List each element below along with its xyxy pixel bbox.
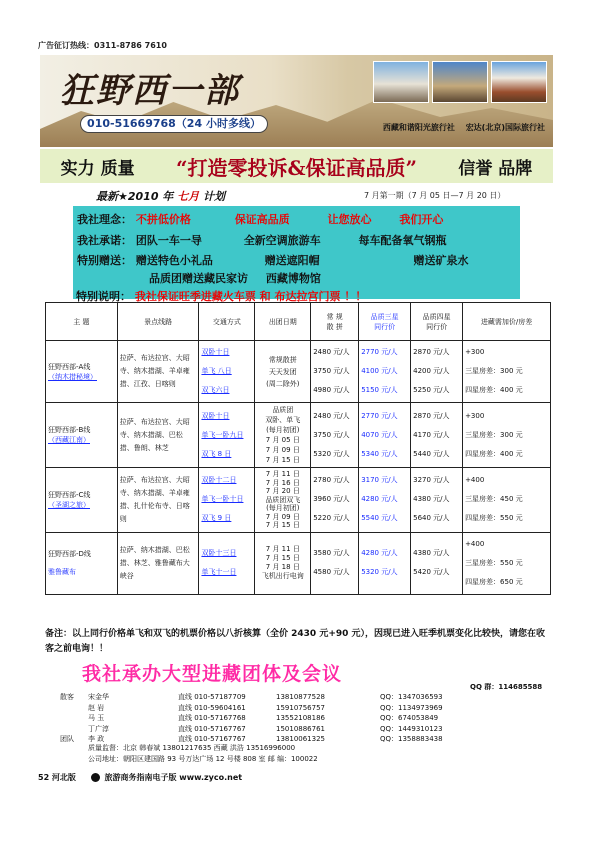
price: 5440 元/人 — [413, 449, 450, 458]
promo-gifts — [77, 252, 469, 268]
agency-name: 宏达(北京)国际旅行社 — [465, 123, 545, 132]
date-cell: 常规散拼 天天发团 (周二除外) — [255, 341, 311, 403]
col-date: 出团日期 — [255, 303, 311, 341]
room-diff: 三星房差：300 元 — [465, 430, 523, 439]
price: 3960 元/人 — [313, 495, 350, 504]
std-price-cell — [311, 468, 359, 533]
price: 3750 元/人 — [313, 430, 350, 439]
ad-hotline: 广告征订热线：0311-8786 7610 — [38, 41, 167, 50]
three-star-price-cell — [359, 532, 411, 594]
price: 4170 元/人 — [413, 430, 450, 439]
col-theme: 主 题 — [46, 303, 118, 341]
promo-item: 每车配备氧气钢瓶 — [358, 234, 447, 247]
room-cell — [463, 341, 551, 403]
quality-supervision: 质量监督：北京 韩春斌 13801217635 西藏 洪浩 13516996000 — [88, 744, 296, 752]
table-header-row — [46, 303, 551, 341]
contact-name: 赵 岩 — [88, 703, 105, 712]
room-cell — [463, 403, 551, 468]
price: 5320 元/人 — [361, 568, 398, 576]
contact-qq: QQ：1449310123 — [380, 724, 443, 733]
schedule-link[interactable]: 双卧十三日 — [201, 549, 237, 557]
agency-names — [383, 122, 545, 133]
room-diff: 四星房差：400 元 — [465, 449, 523, 458]
price: 5220 元/人 — [313, 514, 350, 523]
promo-label: 我社理念： — [77, 213, 132, 226]
remark-note: 备注：以上同行价格单飞和双飞的机票价格以八折核算（全价 2430 元+90 元），因现已进入旺季机票变化比较快，请您在收客之前电询！！ — [45, 629, 546, 654]
contact-qq: QQ：1347036593 — [380, 693, 443, 701]
tibet-photo — [373, 61, 429, 103]
date-cell: 7 月 11 日 7 月 15 日 7 月 18 日 飞机出行电询 — [255, 532, 311, 594]
slogan-left: 实力 质量 — [60, 158, 135, 179]
promo-item: 我们开心 — [399, 213, 444, 226]
potala-photo — [491, 61, 547, 103]
price: 4100 元/人 — [361, 367, 398, 375]
agency-name: 西藏和谐阳光旅行社 — [382, 123, 455, 132]
price: 4280 元/人 — [361, 495, 398, 504]
globe-icon — [91, 773, 100, 782]
price: 2780 元/人 — [313, 476, 350, 485]
surcharge: +300 — [465, 411, 485, 420]
contact-line: 直线 010-57187709 — [178, 693, 246, 701]
contact-line: 直线 010-59604161 — [178, 703, 246, 712]
schedule-cell — [199, 341, 255, 403]
slogan-right: 信誉 品牌 — [458, 158, 533, 179]
schedule-link[interactable]: 单飞十一日 — [201, 568, 237, 576]
promo-item: 赠送遮阳帽 — [264, 254, 320, 267]
route-sub[interactable]: 雅鲁藏布 — [48, 568, 76, 576]
price: 5420 元/人 — [413, 568, 450, 576]
route-name: 狂野西部-A线 — [48, 362, 91, 371]
four-star-price-cell — [411, 532, 463, 594]
contact-line: 直线 010-57167767 — [178, 724, 246, 733]
schedule-link[interactable]: 双飞六日 — [201, 386, 230, 394]
plan-period: 7 月第一期（7 月 05 日—7 月 20 日） — [364, 191, 506, 200]
price: 2870 元/人 — [413, 348, 450, 356]
price: 2770 元/人 — [361, 411, 398, 420]
promo-extra — [149, 270, 321, 286]
schedule-link[interactable]: 单飞 八日 — [201, 367, 232, 375]
group-service-title: 我社承办大型进藏团体及会议 — [82, 663, 343, 685]
schedule-cell — [199, 532, 255, 594]
room-diff: 三星房差：300 元 — [465, 367, 523, 375]
schedule-link[interactable]: 双卧十二日 — [201, 476, 237, 485]
price: 4280 元/人 — [361, 549, 398, 557]
plan-prefix: 最新★2010 年 — [96, 190, 174, 203]
table-row — [46, 403, 551, 468]
price: 5150 元/人 — [361, 386, 398, 394]
header-banner — [40, 55, 553, 147]
spots-cell: 拉萨、布达拉宫、大昭寺、纳木措湖、羊卓雍措、扎什伦布寺、日喀则 — [117, 468, 199, 533]
route-sub[interactable]: （西藏江南） — [48, 436, 90, 444]
contact-row — [60, 713, 470, 724]
price: 5320 元/人 — [313, 449, 350, 458]
contact-name: 马 玉 — [88, 714, 105, 722]
promo-item: 品质团赠送藏民家访 — [149, 272, 248, 285]
three-star-price-cell — [359, 403, 411, 468]
contact-row — [60, 703, 470, 714]
schedule-link[interactable]: 双飞 9 日 — [201, 514, 232, 523]
contact-mobile: 13552108186 — [276, 714, 325, 722]
promo-item: 保证高品质 — [234, 213, 290, 226]
price: 3170 元/人 — [361, 476, 398, 485]
contact-name: 宋金华 — [88, 693, 109, 701]
route-name: 狂野西部-B线 — [48, 426, 91, 434]
std-price-cell — [311, 403, 359, 468]
std-price-cell — [311, 532, 359, 594]
company-address: 公司地址：朝阳区建国路 93 号万达广场 12 号楼 808 室 邮 编：100022 — [88, 755, 318, 763]
price: 3750 元/人 — [313, 367, 350, 375]
promo-item: 不拼低价格 — [135, 213, 191, 226]
price: 3270 元/人 — [413, 476, 450, 485]
promo-item: 赠送特色小礼品 — [135, 254, 213, 267]
price: 4380 元/人 — [413, 549, 450, 557]
col-standard: 常 规 散 拼 — [311, 303, 359, 341]
route-sub[interactable]: （纳木措秘境） — [48, 372, 97, 381]
schedule-cell — [199, 403, 255, 468]
col-four-star: 品质四星 同行价 — [411, 303, 463, 341]
table-row — [46, 468, 551, 533]
table-row — [46, 532, 551, 594]
route-cell — [46, 403, 118, 468]
brand-logo: 狂野西一部 — [60, 71, 240, 111]
price: 5340 元/人 — [361, 449, 398, 458]
promo-item: 西藏博物馆 — [265, 272, 321, 285]
contact-group-label: 散客 — [60, 693, 74, 701]
contact-mobile: 15010886761 — [276, 724, 325, 733]
site-link[interactable]: 旅游商务指南电子版 www.zyco.net — [104, 773, 243, 782]
promo-label: 我社承诺： — [77, 234, 132, 247]
price: 4070 元/人 — [361, 430, 398, 439]
contact-mobile: 13810877528 — [276, 693, 325, 701]
price: 5540 元/人 — [361, 514, 398, 523]
qq-group: QQ 群：114685588 — [470, 683, 543, 691]
tour-price-table — [45, 302, 551, 595]
schedule-link[interactable]: 双飞 8 日 — [201, 449, 232, 458]
room-cell — [463, 532, 551, 594]
spots-cell: 拉萨、布达拉宫、大昭寺、纳木措湖、巴松措、鲁朗、林芝 — [117, 403, 199, 468]
contact-qq: QQ：674053849 — [380, 714, 439, 722]
contact-qq: QQ：1134973969 — [380, 703, 443, 712]
contact-mobile: 13810061325 — [276, 735, 325, 743]
schedule-cell — [199, 468, 255, 533]
col-three-star: 品质三星 同行价 — [359, 303, 411, 341]
page-number: 52 河北版 — [38, 773, 76, 782]
plan-suffix: 计划 — [203, 190, 225, 203]
three-star-price-cell — [359, 468, 411, 533]
special-text: 我社保证旺季进藏火车票 和 布达拉宫门票 ！！ — [134, 290, 367, 303]
room-cell — [463, 468, 551, 533]
promo-item: 团队一车一导 — [135, 234, 202, 247]
room-diff: 四星房差：400 元 — [465, 386, 523, 394]
slogan-main: “打造零投诉&保证高品质” — [175, 155, 418, 180]
surcharge: +300 — [465, 348, 485, 356]
slogan-bar — [40, 149, 553, 183]
promo-item: 让您放心 — [327, 213, 372, 226]
date-cell: 品质团 双卧、单飞 (每月初团) 7 月 05 日 7 月 09 日 7 月 15 日 — [255, 403, 311, 468]
room-diff: 三星房差：450 元 — [465, 495, 523, 504]
contact-group-label: 团队 — [60, 735, 74, 743]
promo-item: 全新空调旅游车 — [243, 234, 321, 247]
schedule-link[interactable]: 双卧十日 — [201, 411, 230, 420]
price: 5250 元/人 — [413, 386, 450, 394]
contact-mobile: 15910756757 — [276, 703, 325, 712]
contact-qq: QQ：1358883438 — [380, 735, 443, 743]
plan-title — [96, 188, 225, 204]
price: 2870 元/人 — [413, 411, 450, 420]
four-star-price-cell — [411, 468, 463, 533]
special-label: 特别说明： — [76, 290, 131, 303]
page-footer — [38, 772, 242, 783]
price: 4200 元/人 — [413, 367, 450, 375]
booking-phone: 010-51669768（24 小时多线） — [80, 115, 268, 133]
promo-label: 特别赠送： — [77, 254, 132, 267]
col-spots: 景点线路 — [117, 303, 199, 341]
room-diff: 三星房差：550 元 — [465, 558, 523, 567]
table-row — [46, 341, 551, 403]
schedule-link[interactable]: 双卧十日 — [201, 348, 230, 356]
price: 2480 元/人 — [313, 411, 350, 420]
promo-box — [73, 206, 520, 299]
price: 4580 元/人 — [313, 568, 350, 576]
three-star-price-cell — [359, 341, 411, 403]
four-star-price-cell — [411, 341, 463, 403]
room-diff: 四星房差：650 元 — [465, 577, 523, 586]
route-cell — [46, 341, 118, 403]
surcharge: +400 — [465, 476, 485, 485]
route-cell — [46, 532, 118, 594]
contact-row — [60, 724, 470, 735]
room-diff: 四星房差：550 元 — [465, 514, 523, 523]
photo-strip — [373, 61, 547, 103]
contact-line: 直线 010-57167768 — [178, 714, 246, 722]
col-transport: 交通方式 — [199, 303, 255, 341]
spots-cell: 拉萨、纳木措湖、巴松措、林芝、雅鲁藏布大峡谷 — [117, 532, 199, 594]
route-sub[interactable]: （圣湖之旅） — [48, 500, 90, 509]
price: 4380 元/人 — [413, 495, 450, 504]
four-star-price-cell — [411, 403, 463, 468]
plan-month: 七月 — [177, 190, 200, 203]
price: 3580 元/人 — [313, 549, 350, 557]
spots-cell: 拉萨、布达拉宫、大昭寺、纳木措湖、羊卓雍措、江孜、日喀则 — [117, 341, 199, 403]
contact-row — [60, 692, 470, 703]
price: 5640 元/人 — [413, 514, 450, 523]
route-cell — [46, 468, 118, 533]
contact-name: 丁广淳 — [88, 724, 109, 733]
schedule-link[interactable]: 单飞一卧十日 — [201, 495, 244, 504]
route-name: 狂野西部-C线 — [48, 490, 91, 499]
promo-promise — [77, 232, 447, 248]
yak-photo — [432, 61, 488, 103]
schedule-link[interactable]: 单飞一卧九日 — [201, 430, 244, 439]
contact-name: 李 政 — [88, 735, 105, 743]
contact-list — [60, 692, 470, 745]
surcharge: +400 — [465, 539, 485, 548]
col-rooms: 进藏需加价/房差 — [463, 303, 551, 341]
price: 4980 元/人 — [313, 386, 350, 394]
std-price-cell — [311, 341, 359, 403]
date-cell: 7 月 11 日 7 月 16 日 7 月 20 日 品质团双飞 (每月初团) 7 月 09 日 7 月 15 日 — [255, 468, 311, 533]
promo-item: 赠送矿泉水 — [413, 254, 469, 267]
promo-philosophy — [77, 211, 443, 227]
price: 2480 元/人 — [313, 348, 350, 356]
price: 2770 元/人 — [361, 348, 398, 356]
contact-line: 直线 010-57167767 — [178, 735, 246, 743]
route-name: 狂野西部-D线 — [48, 550, 91, 558]
